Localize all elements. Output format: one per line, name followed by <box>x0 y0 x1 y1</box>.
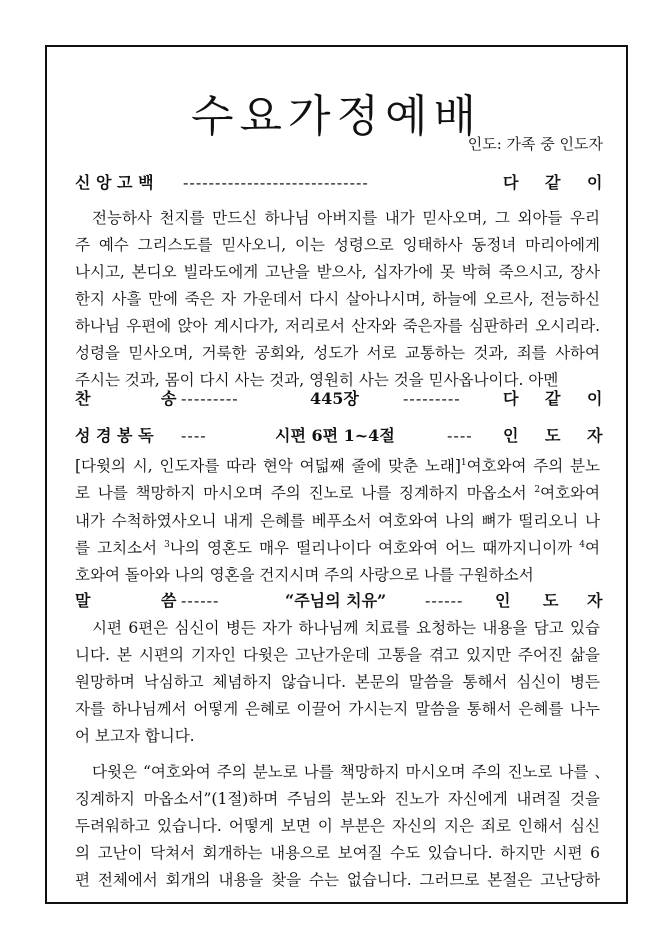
sermon-responsible-3: 자 <box>587 591 603 610</box>
sermon-line: 시편 6편은 심신이 병든 자가 하나님께 치료를 요청하는 내용을 담고 있습 <box>92 619 600 637</box>
hymn-dashes-right: --------- <box>403 389 461 408</box>
sermon-line: 자를 하나님께서 어떻게 은혜로 이끌어 가시는지 말씀을 통해서 은혜를 나누 <box>75 700 600 718</box>
scripture-line <box>75 562 600 589</box>
creed-dashes: ----------------------------- <box>183 173 369 192</box>
sermon-line: 두려워하고 있습니다. 어떻게 보면 이 부분은 자신의 지은 죄로 인해서 심신 <box>75 817 600 835</box>
scripture-responsible-1: 인 <box>503 426 519 445</box>
scripture-dashes-right: ---- <box>447 426 473 445</box>
verse-number: 2 <box>534 485 541 495</box>
hymn-responsible-3: 이 <box>587 389 603 408</box>
scripture-reference: 시편 6편 1~4절 <box>275 426 395 445</box>
sermon-line: 원망하며 낙심하고 체념하지 않습니다. 본문의 말씀을 통해서 심신이 병든 <box>75 673 600 691</box>
scripture-line <box>75 453 600 480</box>
scripture-text-segment: 여호와여 주의 분노 <box>466 457 600 475</box>
scripture-text-segment: [다윗의 시, 인도자를 따라 현악 여덟째 줄에 맞춘 노래] <box>75 457 461 475</box>
creed-line: 주 예수 그리스도를 믿사오니, 이는 성령으로 잉태하사 동정녀 마리아에게 <box>75 236 600 254</box>
creed-line: 나시고, 본디오 빌라도에게 고난을 받으사, 십자가에 못 박혀 죽으시고, 장사 <box>75 263 600 281</box>
scripture-responsible-2: 도 <box>545 426 561 445</box>
sermon-line: 편 전체에서 회개의 내용을 찾을 수는 없습니다. 그러므로 본절은 고난당하 <box>75 871 600 889</box>
hymn-number: 445장 <box>310 389 359 408</box>
creed-responsible-3: 이 <box>587 173 603 192</box>
creed-header <box>75 170 603 196</box>
leader-note: 인도: 가족 중 인도자 <box>467 135 603 153</box>
creed-line: 하나님 우편에 앉아 계시다가, 저리로서 산자와 죽은자를 심판하러 오시리라. <box>75 317 600 335</box>
scripture-text-segment: 를 고치소서 <box>75 539 165 557</box>
sermon-label-2: 씀 <box>161 591 177 610</box>
page-title: 수요가정예배 <box>190 91 483 143</box>
scripture-text-segment: 여 <box>585 539 600 557</box>
scripture-text-segment: 내가 수척하였사오니 내게 은혜를 베푸소서 여호와여 나의 뼈가 떨리오니 나 <box>75 512 600 530</box>
hymn-responsible-2: 같 <box>545 389 561 408</box>
verse-number: 3 <box>164 540 170 550</box>
creed-line: 주시는 것과, 몸이 다시 사는 것과, 영원히 사는 것을 믿사옵나이다. 아멘 <box>75 371 559 389</box>
sermon-label-1: 말 <box>75 591 91 610</box>
hymn-responsible-1: 다 <box>503 389 519 408</box>
hymn-dashes-left: --------- <box>181 389 239 408</box>
creed-line: 성령을 믿사오며, 거룩한 공회와, 성도가 서로 교통하는 것과, 죄를 사하여 <box>75 344 600 362</box>
sermon-responsible-1: 인 <box>495 591 511 610</box>
hymn-label-2: 송 <box>161 389 177 408</box>
scripture-responsible-3: 자 <box>587 426 603 445</box>
scripture-text-segment: 여호와여 <box>540 484 600 502</box>
verse-number: 4 <box>579 540 586 550</box>
verse-number: 1 <box>460 458 467 468</box>
sermon-line: 어 보고자 합니다. <box>75 727 195 745</box>
creed-responsible-1: 다 <box>503 173 519 192</box>
creed-line: 전능하사 천지를 만드신 하나님 아버지를 내가 믿사오며, 그 외아들 우리 <box>92 209 600 227</box>
sermon-line: 의 고난이 닥쳐서 회개하는 내용으로 보여질 수도 있습니다. 하지만 시편 6 <box>75 844 600 862</box>
scripture-dashes-left: ---- <box>181 426 207 445</box>
scripture-text-segment: 호와여 돌아와 나의 영혼을 건지시며 주의 사랑으로 나를 구원하소서 <box>75 566 534 584</box>
scripture-label: 성 경 봉 독 <box>75 426 154 445</box>
sermon-line: 니다. 본 시편의 기자인 다윗은 고난가운데 고통을 겪고 있지만 주어진 삶을 <box>75 646 600 664</box>
hymn-row <box>75 386 603 412</box>
creed-label: 신 앙 고 백 <box>75 173 154 192</box>
sermon-title: “주님의 치유” <box>285 591 387 610</box>
hymn-label-1: 찬 <box>75 389 91 408</box>
sermon-line: 징계하지 마옵소서”(1절)하며 주님의 분노와 진노가 자신에게 내려질 것을 <box>75 790 600 808</box>
scripture-line <box>75 508 600 535</box>
scripture-line <box>75 480 600 507</box>
scripture-row <box>75 423 603 449</box>
sermon-row <box>75 588 603 614</box>
sermon-dashes-left: ------ <box>181 591 220 610</box>
sermon-line: 다윗은 “여호와여 주의 분노로 나를 책망하지 마시오며 주의 진노로 나를 、 <box>92 763 610 781</box>
sermon-dashes-right: ------ <box>425 591 464 610</box>
scripture-text-segment: 로 나를 책망하지 마시오며 주의 진노로 나를 징계하지 마옵소서 <box>75 484 535 502</box>
sermon-responsible-2: 도 <box>543 591 559 610</box>
scripture-text-segment: 나의 영혼도 매우 떨리나이다 여호와여 어느 때까지니이까 <box>169 539 580 557</box>
scripture-line <box>75 535 600 562</box>
creed-responsible-2: 같 <box>545 173 561 192</box>
creed-line: 한지 사흘 만에 죽은 자 가운데서 다시 살아나시며, 하늘에 오르사, 전능하신 <box>75 290 600 308</box>
